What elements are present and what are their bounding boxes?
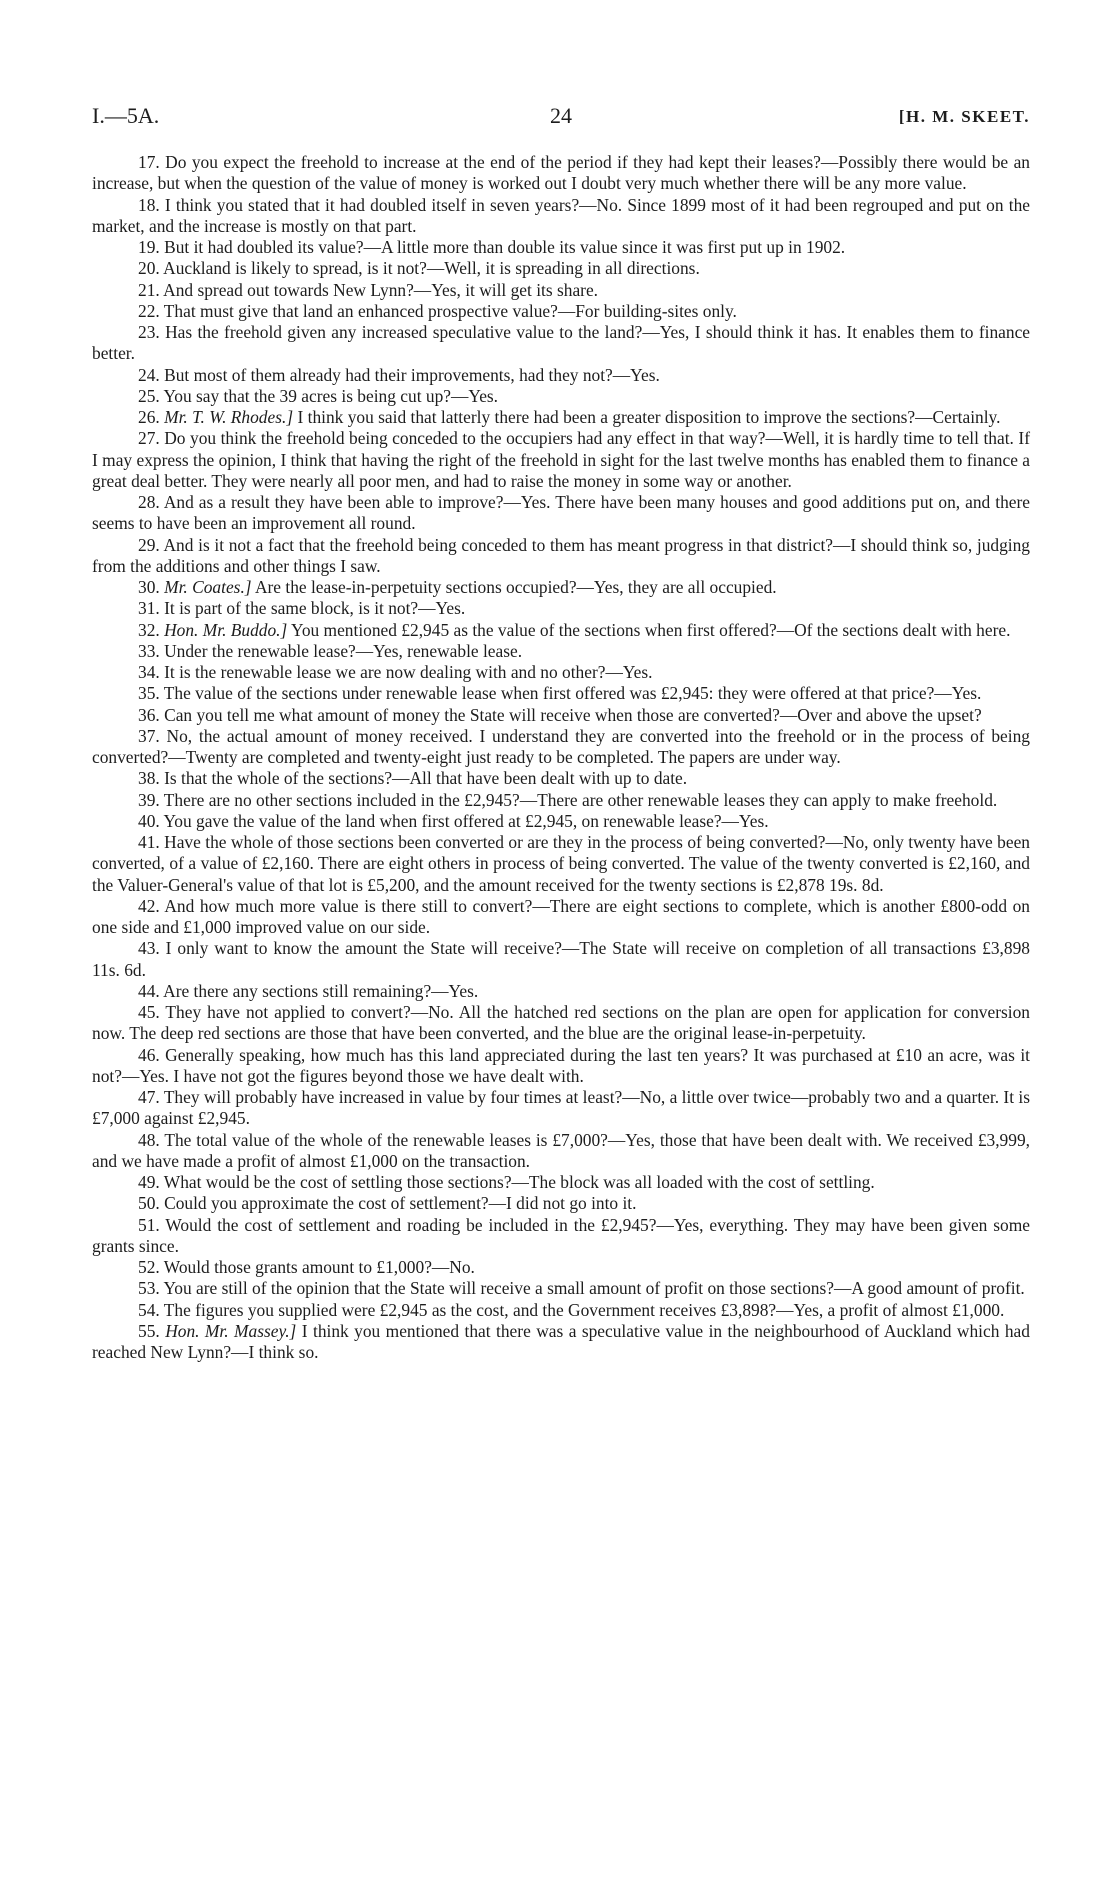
question-paragraph bbox=[92, 301, 1030, 322]
question-paragraph bbox=[92, 1172, 1030, 1193]
question-number: 46. bbox=[138, 1044, 160, 1065]
question-number: 50. bbox=[138, 1193, 160, 1214]
question-answer-text: There are no other sections included in the £2,945?—There are other renewable leases they can apply to make freehold. bbox=[163, 789, 998, 810]
question-answer-text: I think you stated that it had doubled itself in seven years?—No. Since 1899 most of it had been regrouped and put on the market, and the increase is mostly on that part. bbox=[92, 194, 1030, 236]
question-paragraph bbox=[92, 577, 1030, 598]
question-paragraph bbox=[92, 768, 1030, 789]
question-number: 29. bbox=[138, 534, 160, 555]
question-paragraph bbox=[92, 662, 1030, 683]
question-number: 54. bbox=[138, 1299, 160, 1320]
question-paragraph bbox=[92, 535, 1030, 578]
question-paragraph bbox=[92, 280, 1030, 301]
question-paragraph bbox=[92, 1300, 1030, 1321]
question-answer-text: The value of the sections under renewable lease when first offered was £2,945: they were offered at that price?—Yes. bbox=[163, 683, 982, 704]
question-paragraph bbox=[92, 1087, 1030, 1130]
question-paragraph bbox=[92, 1215, 1030, 1258]
question-number: 53. bbox=[138, 1278, 160, 1299]
question-paragraph bbox=[92, 492, 1030, 535]
question-paragraph bbox=[92, 386, 1030, 407]
question-number: 22. bbox=[138, 300, 160, 321]
question-number: 47. bbox=[138, 1087, 160, 1107]
question-number: 36. bbox=[138, 704, 160, 725]
question-answer-text: But most of them already had their improvements, had they not?—Yes. bbox=[164, 364, 660, 385]
question-paragraph bbox=[92, 365, 1030, 386]
question-answer-text: What would be the cost of settling those sections?—The block was all loaded with the cost of settling. bbox=[163, 1172, 875, 1192]
question-answer-text: I think you said that latterly there had been a greater disposition to improve the sections?—Certainly. bbox=[297, 407, 1001, 427]
question-number: 45. bbox=[138, 1002, 160, 1022]
question-answer-text: That must give that land an enhanced prospective value?—For building-sites only. bbox=[163, 300, 737, 321]
question-number: 18. bbox=[138, 194, 160, 215]
question-paragraph bbox=[92, 683, 1030, 704]
question-paragraph bbox=[92, 152, 1030, 195]
question-number: 48. bbox=[138, 1129, 160, 1150]
question-paragraph bbox=[92, 726, 1030, 769]
page-header bbox=[92, 103, 1030, 131]
question-paragraph bbox=[92, 790, 1030, 811]
question-paragraph bbox=[92, 237, 1030, 258]
question-answer-text: The total value of the whole of the renewable leases is £7,000?—Yes, those that have been dealt with. We received £3,999, and we have made a profit of almost £1,000 on the transaction. bbox=[92, 1129, 1030, 1171]
question-number: 20. bbox=[138, 258, 160, 279]
question-number: 31. bbox=[138, 598, 160, 619]
question-answer-text: And how much more value is there still to convert?—There are eight sections to complete, which is another £800-odd on one side and £1,000 improved value on our side. bbox=[92, 895, 1031, 937]
question-answer-text: The figures you supplied were £2,945 as the cost, and the Government receives £3,898?—Yes, a profit of almost £1,000. bbox=[163, 1299, 1005, 1320]
question-number: 49. bbox=[138, 1172, 160, 1192]
question-number: 28. bbox=[138, 492, 160, 512]
question-answer-text: Would those grants amount to £1,000?—No. bbox=[163, 1257, 475, 1277]
question-number: 24. bbox=[138, 364, 160, 385]
question-paragraph bbox=[92, 620, 1030, 641]
question-paragraph bbox=[92, 428, 1030, 492]
question-number: 33. bbox=[138, 640, 160, 661]
question-number: 52. bbox=[138, 1257, 160, 1277]
question-number: 37. bbox=[138, 725, 160, 746]
question-number: 26. bbox=[138, 407, 160, 427]
question-paragraph bbox=[92, 195, 1030, 238]
question-paragraph bbox=[92, 896, 1030, 939]
question-paragraph bbox=[92, 1257, 1030, 1278]
question-answer-text: You say that the 39 acres is being cut up?—Yes. bbox=[163, 385, 499, 406]
question-answer-text: They have not applied to convert?—No. All the hatched red sections on the plan are open for application for conversion now. The deep red sections are those that have been converted, and the blue are the original lease-in-perpetuity. bbox=[92, 1002, 1030, 1044]
question-number: 40. bbox=[138, 810, 160, 831]
question-answer-text: You gave the value of the land when first offered at £2,945, on renewable lease?—Yes. bbox=[163, 810, 769, 831]
question-number: 21. bbox=[138, 279, 160, 300]
question-answer-text: Do you expect the freehold to increase at the end of the period if they had kept their leases?—Possibly there would be an increase, but when the question of the value of money is worked out I doubt very much whether there will be any more value. bbox=[92, 152, 1030, 194]
question-answer-text: Do you think the freehold being conceded to the occupiers had any effect in that way?—Well, it is hardly time to tell that. If I may express the opinion, I think that having the right of the freehold in sight for the last twelve months has enabled them to finance a great deal better. They were nearly all poor men, and had to raise the money in some way or another. bbox=[92, 428, 1030, 491]
question-paragraph bbox=[92, 811, 1030, 832]
question-answer-text: You are still of the opinion that the State will receive a small amount of profit on those sections?—A good amount of profit. bbox=[163, 1278, 1025, 1299]
question-answer-text: It is part of the same block, is it not?—Yes. bbox=[164, 598, 466, 619]
question-answer-text: Has the freehold given any increased speculative value to the land?—Yes, I should think it has. It enables them to finance better. bbox=[92, 322, 1031, 364]
question-number: 32. bbox=[138, 619, 160, 640]
series-reference: I.—5A. bbox=[92, 103, 160, 128]
speaker-name: Hon. Mr. Buddo.] bbox=[164, 619, 288, 640]
question-paragraph bbox=[92, 938, 1030, 981]
question-answer-text: Auckland is likely to spread, is it not?—Well, it is spreading in all directions. bbox=[163, 258, 700, 279]
question-number: 41. bbox=[138, 832, 160, 852]
question-answer-text: Can you tell me what amount of money the State will receive when those are converted?—Over and above the upset? bbox=[164, 704, 982, 725]
question-answer-text: And spread out towards New Lynn?—Yes, it will get its share. bbox=[163, 279, 599, 300]
question-paragraph bbox=[92, 258, 1030, 279]
question-answer-text: They will probably have increased in value by four times at least?—No, a little over twice—probably two and a quarter. It is £7,000 against £2,945. bbox=[92, 1087, 1030, 1129]
question-number: 25. bbox=[138, 385, 160, 406]
question-answer-text: Under the renewable lease?—Yes, renewable lease. bbox=[164, 640, 523, 661]
question-number: 17. bbox=[138, 152, 160, 172]
question-number: 19. bbox=[138, 237, 160, 257]
question-number: 42. bbox=[138, 895, 160, 916]
question-number: 44. bbox=[138, 980, 160, 1001]
question-number: 27. bbox=[138, 428, 160, 449]
question-paragraph bbox=[92, 1045, 1030, 1088]
question-answer-text: It is the renewable lease we are now dealing with and no other?—Yes. bbox=[164, 662, 653, 682]
question-answer-text: Generally speaking, how much has this land appreciated during the last ten years? It was purchased at £10 an acre, was it not?—Yes. I have not got the figures beyond those we have dealt with. bbox=[92, 1044, 1030, 1086]
page-number: 24 bbox=[550, 103, 572, 128]
question-paragraph bbox=[92, 1130, 1030, 1173]
question-answer-text: Have the whole of those sections been converted or are they in the process of being converted?—No, only twenty have been converted, of a value of £2,160. There are eight others in process of being converted. The value of the twenty converted is £2,160, and the Valuer-General's value of that lot is £5,200, and the amount received for the twenty sections is £2,878 19s. 8d. bbox=[92, 832, 1030, 895]
question-answer-text: But it had doubled its value?—A little more than double its value since it was first put up in 1902. bbox=[164, 237, 846, 257]
question-paragraph bbox=[92, 641, 1030, 662]
witness-name: [H. M. SKEET. bbox=[898, 107, 1030, 126]
question-paragraph bbox=[92, 1278, 1030, 1299]
question-answer-text: Is that the whole of the sections?—All that have been dealt with up to date. bbox=[164, 768, 688, 789]
question-paragraph bbox=[92, 1321, 1030, 1364]
question-answer-text: Are the lease-in-perpetuity sections occupied?—Yes, they are all occupied. bbox=[254, 577, 777, 597]
question-answer-text: No, the actual amount of money received. I understand they are converted into the freehold or in the process of being converted?—Twenty are completed and twenty-eight just ready to be completed. The papers are under way. bbox=[92, 725, 1030, 767]
question-number: 30. bbox=[138, 577, 160, 597]
question-answer-text: Would the cost of settlement and roading be included in the £2,945?—Yes, everything. They may have been given some grants since. bbox=[92, 1214, 1030, 1256]
evidence-transcript bbox=[92, 152, 1030, 1363]
question-number: 39. bbox=[138, 789, 160, 810]
question-answer-text: I think you mentioned that there was a speculative value in the neighbourhood of Auckland which had reached New Lynn?—I think so. bbox=[92, 1320, 1030, 1362]
question-paragraph bbox=[92, 407, 1030, 428]
question-number: 38. bbox=[138, 768, 160, 789]
speaker-name: Hon. Mr. Massey.] bbox=[165, 1320, 297, 1341]
question-paragraph bbox=[92, 322, 1030, 365]
question-number: 51. bbox=[138, 1214, 160, 1235]
question-number: 35. bbox=[138, 683, 160, 704]
question-paragraph bbox=[92, 705, 1030, 726]
question-number: 34. bbox=[138, 662, 160, 682]
question-answer-text: I only want to know the amount the State will receive?—The State will receive on completion of all transactions £3,898 11s. 6d. bbox=[92, 938, 1030, 980]
question-paragraph bbox=[92, 832, 1030, 896]
question-answer-text: Are there any sections still remaining?—Yes. bbox=[163, 980, 479, 1001]
speaker-name: Mr. Coates.] bbox=[164, 577, 252, 597]
question-paragraph bbox=[92, 598, 1030, 619]
question-answer-text: You mentioned £2,945 as the value of the sections when first offered?—Of the sections dealt with here. bbox=[291, 619, 1011, 640]
question-paragraph bbox=[92, 1193, 1030, 1214]
question-number: 43. bbox=[138, 938, 160, 959]
question-answer-text: And as a result they have been able to improve?—Yes. There have been many houses and good additions put on, and there seems to have been an improvement all round. bbox=[92, 492, 1030, 534]
question-number: 55. bbox=[138, 1320, 160, 1341]
question-answer-text: Could you approximate the cost of settlement?—I did not go into it. bbox=[164, 1193, 637, 1214]
question-paragraph bbox=[92, 1002, 1030, 1045]
speaker-name: Mr. T. W. Rhodes.] bbox=[164, 407, 294, 427]
question-paragraph bbox=[92, 981, 1030, 1002]
question-answer-text: And is it not a fact that the freehold being conceded to them has meant progress in that district?—I should think so, judging from the additions and other things I saw. bbox=[92, 534, 1031, 576]
question-number: 23. bbox=[138, 322, 160, 342]
